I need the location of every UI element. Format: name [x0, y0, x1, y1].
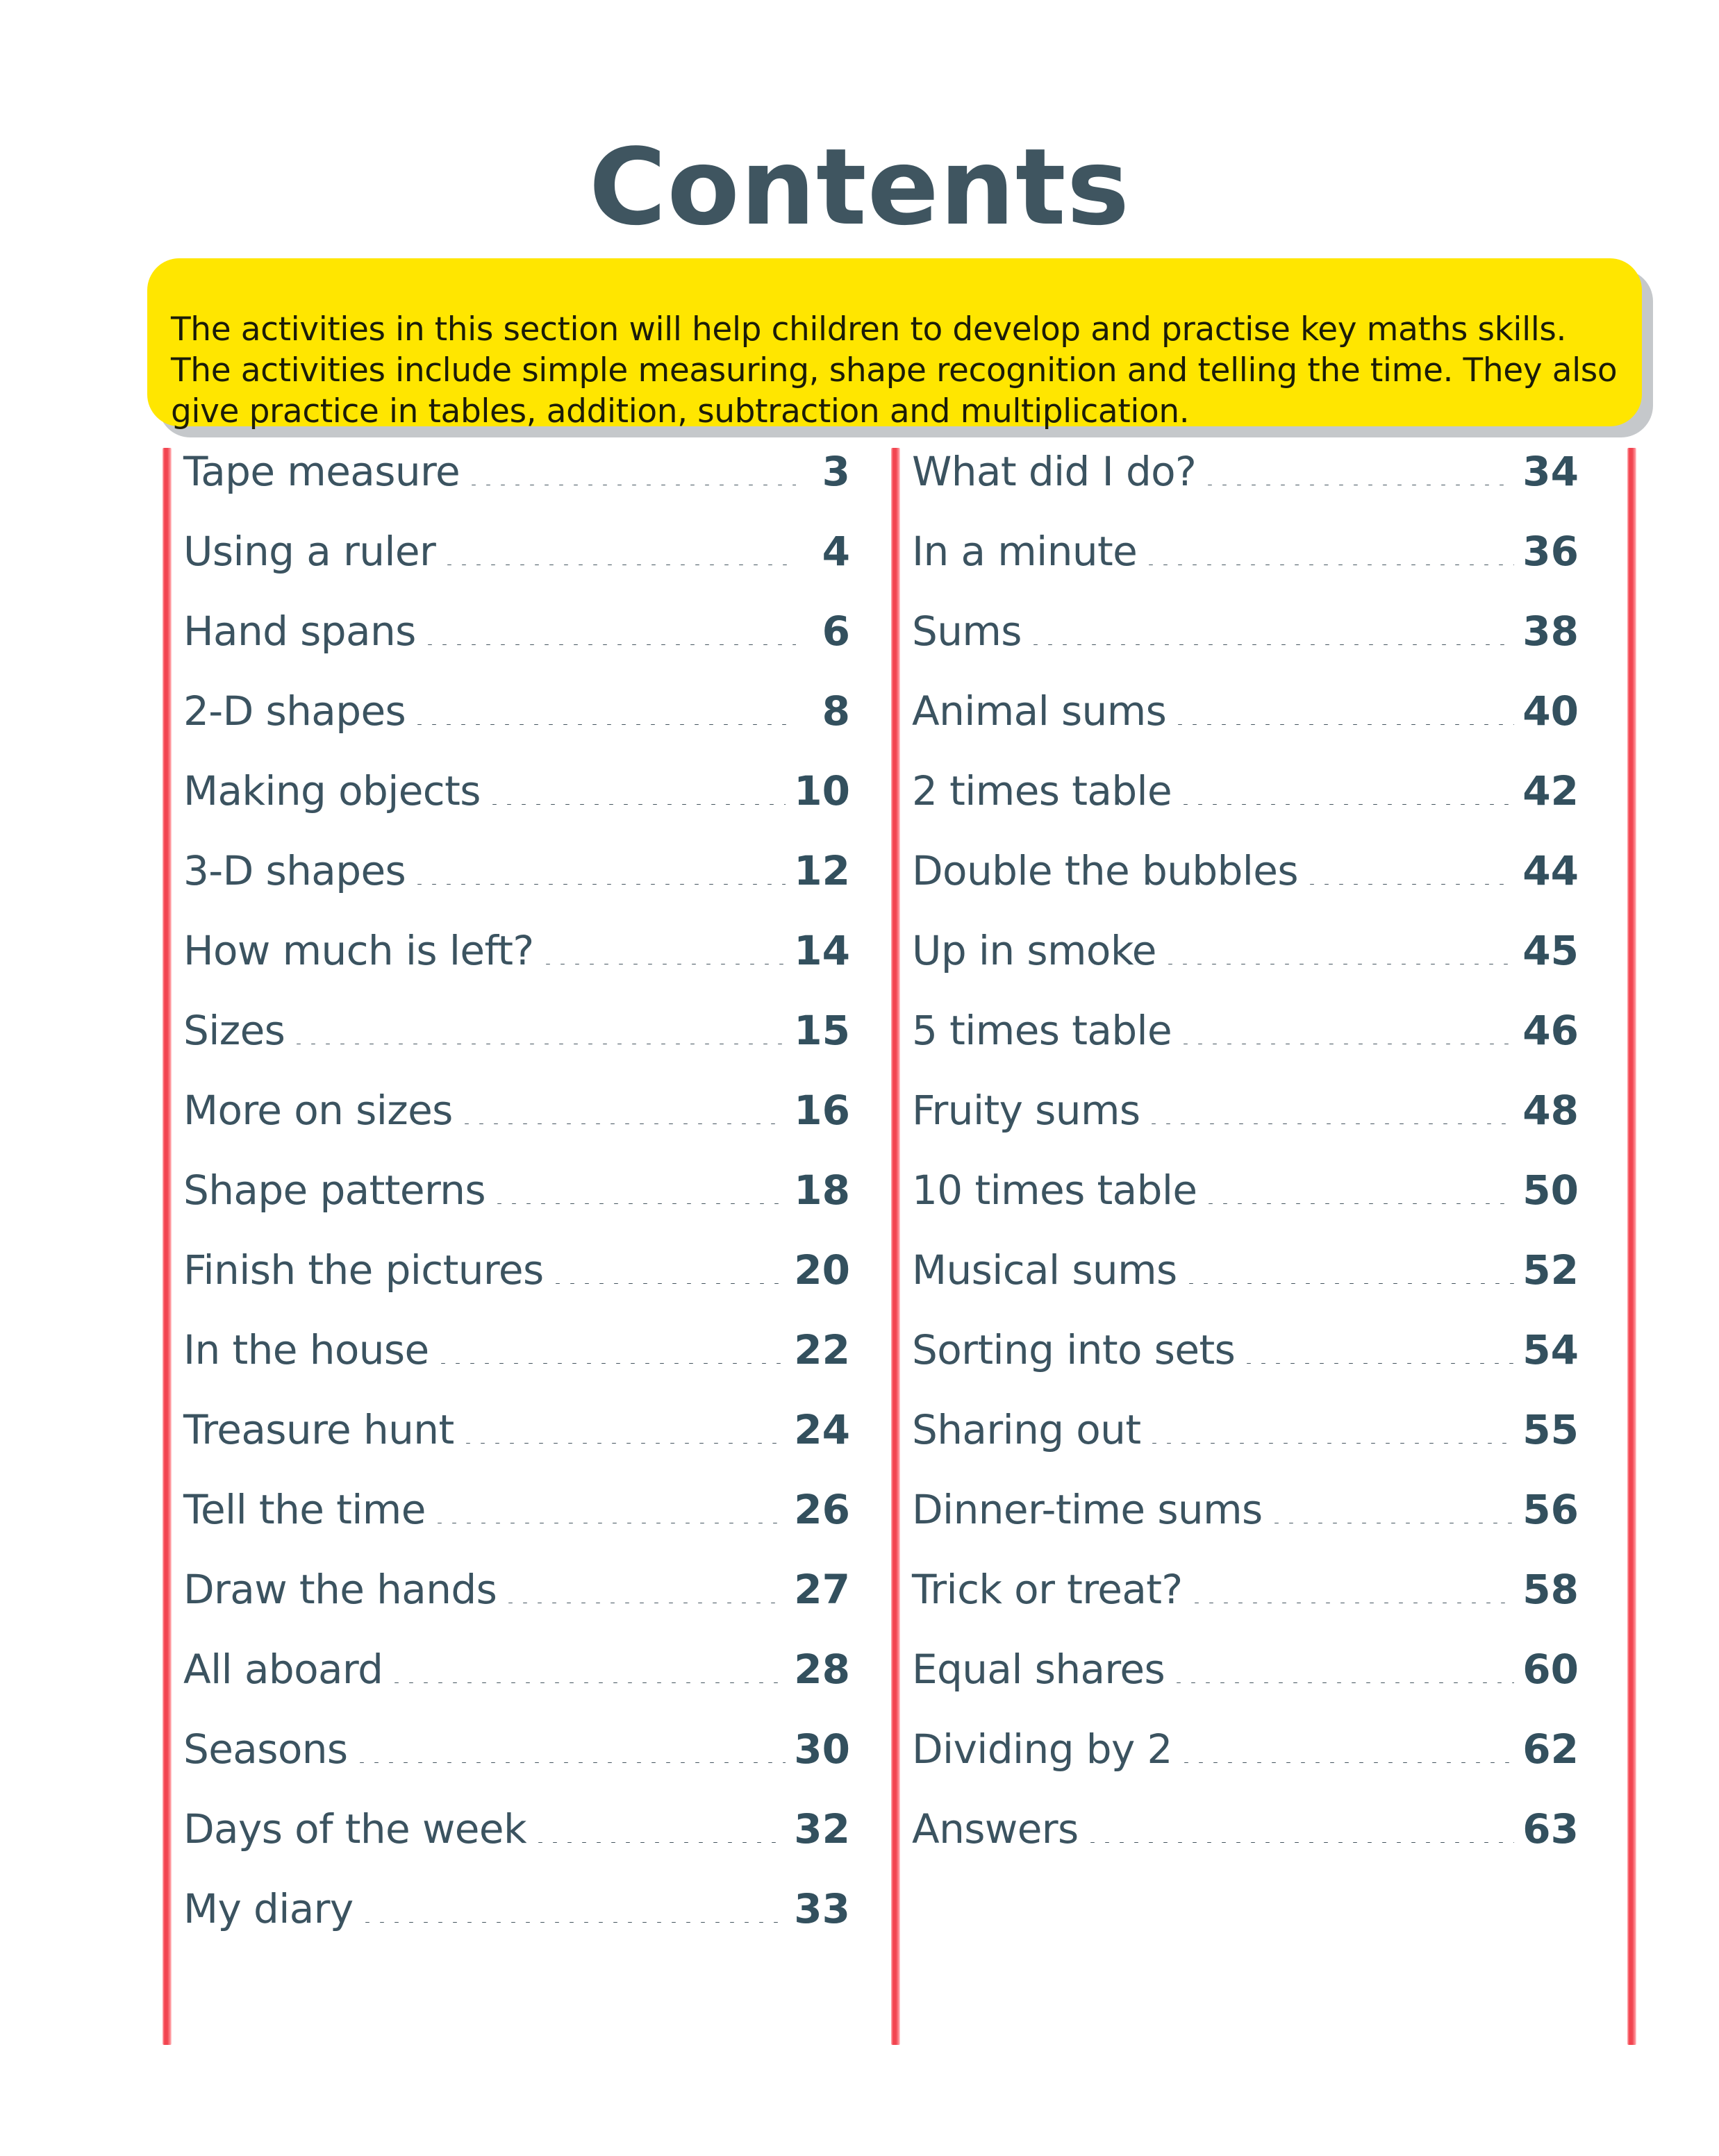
contents-entry-page-number: 3 — [822, 448, 850, 495]
dot-leader — [1177, 724, 1514, 725]
contents-entry-label: 10 times table — [912, 1167, 1197, 1214]
contents-entry-label: Sums — [912, 608, 1022, 655]
contents-entry[interactable] — [183, 1725, 850, 1805]
contents-entry-label: How much is left? — [183, 927, 534, 974]
contents-entry-label: Hand spans — [183, 608, 416, 655]
dot-leader — [427, 644, 796, 645]
contents-entry[interactable] — [183, 1885, 850, 1965]
contents-entry[interactable] — [912, 687, 1579, 767]
dot-leader — [1188, 1283, 1515, 1284]
dot-leader — [1033, 644, 1514, 645]
contents-entry-page-number: 38 — [1522, 608, 1579, 655]
contents-entry-page-number: 4 — [822, 528, 850, 575]
contents-entry-page-number: 34 — [1522, 448, 1579, 495]
dot-leader — [1183, 804, 1514, 805]
contents-entry-page-number: 52 — [1522, 1246, 1579, 1294]
dot-leader — [1309, 884, 1514, 885]
contents-columns — [0, 448, 1719, 2052]
contents-entry-label: Fruity sums — [912, 1087, 1140, 1134]
contents-entry[interactable] — [183, 1246, 850, 1326]
contents-entry[interactable] — [912, 1566, 1579, 1646]
dot-leader — [464, 1123, 786, 1124]
contents-entry-label: 2 times table — [912, 767, 1172, 814]
dot-leader — [394, 1682, 786, 1683]
contents-entry-label: Days of the week — [183, 1805, 526, 1853]
contents-entry-page-number: 58 — [1522, 1566, 1579, 1613]
contents-entry-label: Shape patterns — [183, 1167, 485, 1214]
contents-entry-page-number: 15 — [794, 1007, 850, 1054]
dot-leader — [555, 1283, 786, 1284]
contents-entry-page-number: 27 — [794, 1566, 850, 1613]
contents-entry-label: What did I do? — [912, 448, 1197, 495]
contents-entry-page-number: 48 — [1522, 1087, 1579, 1134]
contents-entry-page-number: 40 — [1522, 687, 1579, 735]
contents-entry-page-number: 22 — [794, 1326, 850, 1373]
dot-leader — [359, 1762, 786, 1763]
contents-entry-page-number: 30 — [794, 1725, 850, 1773]
contents-entry-label: 3-D shapes — [183, 847, 406, 894]
contents-entry[interactable] — [912, 767, 1579, 847]
contents-entry-label: Trick or treat? — [912, 1566, 1183, 1613]
contents-entry-page-number: 10 — [794, 767, 850, 814]
contents-entry[interactable] — [912, 1805, 1579, 1885]
contents-entry-label: Tape measure — [183, 448, 460, 495]
contents-entry-page-number: 24 — [794, 1406, 850, 1453]
dot-leader — [1246, 1363, 1514, 1364]
contents-entry-label: Making objects — [183, 767, 481, 814]
contents-entry[interactable] — [183, 1646, 850, 1725]
dot-leader — [465, 1443, 786, 1444]
contents-entry-label: Dividing by 2 — [912, 1725, 1172, 1773]
dot-leader — [365, 1922, 786, 1923]
contents-entry[interactable] — [912, 448, 1579, 528]
dot-leader — [492, 804, 786, 805]
dot-leader — [417, 884, 786, 885]
contents-entry-label: 2-D shapes — [183, 687, 406, 735]
contents-entry[interactable] — [183, 1566, 850, 1646]
contents-entry[interactable] — [183, 608, 850, 687]
contents-entry[interactable] — [912, 1087, 1579, 1167]
contents-entry[interactable] — [183, 1326, 850, 1406]
contents-entry[interactable] — [912, 1326, 1579, 1406]
contents-entry[interactable] — [183, 1406, 850, 1486]
contents-entry-label: Dinner-time sums — [912, 1486, 1263, 1533]
contents-entry-label: Seasons — [183, 1725, 348, 1773]
contents-entry[interactable] — [183, 687, 850, 767]
contents-entry[interactable] — [183, 1167, 850, 1246]
intro-callout-text: The activities in this section will help children to develop and practise key maths skills. The activities include simple measuring, shape recognition and telling the time. They also give practice in tables, addition, subtraction and multiplication. — [171, 310, 1618, 431]
contents-entry-label: Sharing out — [912, 1406, 1141, 1453]
intro-callout-box — [147, 258, 1642, 431]
contents-entry-label: In the house — [183, 1326, 429, 1373]
left-column-rule — [163, 448, 172, 2045]
contents-entry-label: My diary — [183, 1885, 354, 1932]
contents-entry[interactable] — [183, 1486, 850, 1566]
dot-leader — [1152, 1443, 1514, 1444]
contents-entry[interactable] — [912, 847, 1579, 927]
contents-entry[interactable] — [912, 1246, 1579, 1326]
contents-entry-page-number: 63 — [1522, 1805, 1579, 1853]
contents-entry-label: In a minute — [912, 528, 1138, 575]
contents-entry-page-number: 55 — [1522, 1406, 1579, 1453]
contents-entry-label: Equal shares — [912, 1646, 1165, 1693]
contents-entry-page-number: 60 — [1522, 1646, 1579, 1693]
contents-entry[interactable] — [912, 1167, 1579, 1246]
dot-leader — [440, 1363, 786, 1364]
dot-leader — [1176, 1682, 1514, 1683]
contents-entry-page-number: 28 — [794, 1646, 850, 1693]
contents-entry-page-number: 36 — [1522, 528, 1579, 575]
contents-entry-label: All aboard — [183, 1646, 383, 1693]
contents-entry-label: 5 times table — [912, 1007, 1172, 1054]
dot-leader — [1151, 1123, 1514, 1124]
dot-leader — [1184, 1762, 1514, 1763]
contents-entry[interactable] — [912, 608, 1579, 687]
contents-entry[interactable] — [912, 1406, 1579, 1486]
contents-entry-label: Up in smoke — [912, 927, 1156, 974]
page-title: Contents — [588, 125, 1131, 249]
contents-entry-label: Tell the time — [183, 1486, 426, 1533]
contents-entry-label: Animal sums — [912, 687, 1167, 735]
contents-entry-label: Musical sums — [912, 1246, 1177, 1294]
contents-entry-label: Treasure hunt — [183, 1406, 454, 1453]
contents-entry[interactable] — [912, 927, 1579, 1007]
column-divider-rule — [891, 448, 900, 2045]
contents-entry-label: Sizes — [183, 1007, 285, 1054]
contents-entry-page-number: 26 — [794, 1486, 850, 1533]
dot-leader — [417, 724, 796, 725]
contents-entry-page-number: 50 — [1522, 1167, 1579, 1214]
contents-entry[interactable] — [183, 528, 850, 608]
contents-entry-page-number: 54 — [1522, 1326, 1579, 1373]
contents-entry[interactable] — [183, 927, 850, 1007]
contents-entry-page-number: 32 — [794, 1805, 850, 1853]
contents-entry-page-number: 6 — [822, 608, 850, 655]
contents-entry[interactable] — [912, 1486, 1579, 1566]
contents-entry[interactable] — [183, 1805, 850, 1885]
contents-entry[interactable] — [912, 1646, 1579, 1725]
contents-entry-page-number: 42 — [1522, 767, 1579, 814]
contents-entry-page-number: 12 — [794, 847, 850, 894]
contents-entry-label: More on sizes — [183, 1087, 453, 1134]
contents-entry[interactable] — [183, 847, 850, 927]
contents-entry[interactable] — [183, 448, 850, 528]
dot-leader — [1208, 1203, 1514, 1204]
contents-entry-page-number: 18 — [794, 1167, 850, 1214]
contents-entry-page-number: 62 — [1522, 1725, 1579, 1773]
contents-entry-page-number: 8 — [822, 687, 850, 735]
contents-entry[interactable] — [183, 1087, 850, 1167]
dot-leader — [497, 1203, 786, 1204]
contents-entry-page-number: 14 — [794, 927, 850, 974]
contents-entry-page-number: 16 — [794, 1087, 850, 1134]
contents-entry[interactable] — [183, 767, 850, 847]
contents-list-left — [183, 448, 850, 2045]
contents-entry-page-number: 46 — [1522, 1007, 1579, 1054]
contents-entry-label: Sorting into sets — [912, 1326, 1236, 1373]
contents-entry-page-number: 56 — [1522, 1486, 1579, 1533]
contents-entry-label: Finish the pictures — [183, 1246, 544, 1294]
contents-entry[interactable] — [912, 1007, 1579, 1087]
contents-entry-page-number: 33 — [794, 1885, 850, 1932]
contents-entry-label: Double the bubbles — [912, 847, 1299, 894]
contents-entry-page-number: 44 — [1522, 847, 1579, 894]
contents-entry-label: Draw the hands — [183, 1566, 497, 1613]
contents-entry-label: Answers — [912, 1805, 1079, 1853]
right-column-rule — [1627, 448, 1636, 2045]
contents-entry[interactable] — [912, 1725, 1579, 1805]
contents-entry-page-number: 20 — [794, 1246, 850, 1294]
dot-leader — [538, 1842, 786, 1843]
contents-entry-label: Using a ruler — [183, 528, 436, 575]
contents-entry[interactable] — [183, 1007, 850, 1087]
contents-entry-page-number: 45 — [1522, 927, 1579, 974]
contents-entry[interactable] — [912, 528, 1579, 608]
contents-list-right — [912, 448, 1579, 2045]
dot-leader — [1090, 1842, 1515, 1843]
